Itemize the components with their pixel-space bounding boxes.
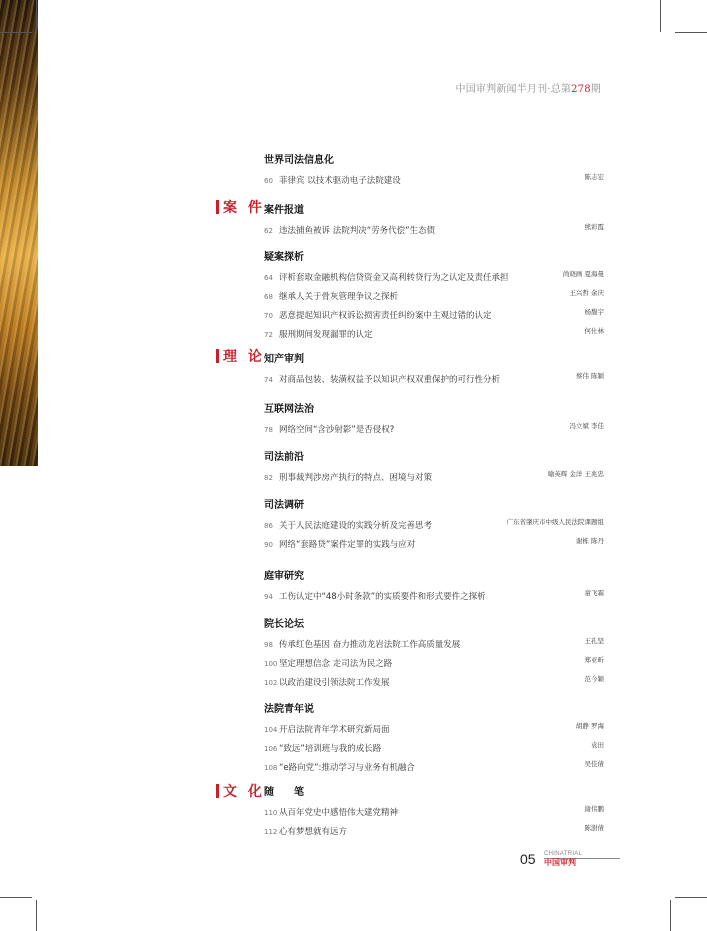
group-title: 随 笔	[264, 787, 304, 798]
crop-mark	[670, 900, 671, 931]
header-text: 中国审判新闻半月刊·总第	[455, 84, 572, 95]
crop-mark	[0, 897, 32, 898]
group-title: 法院青年说	[264, 704, 314, 715]
section-marker	[216, 784, 219, 798]
page-number: 70	[264, 312, 273, 320]
page-number: 60	[264, 177, 273, 185]
magazine-logo-cn: 中国审判	[544, 857, 576, 867]
article-title: 菲律宾 以技术驱动电子法院建设	[279, 176, 401, 186]
section-label-text: 文 化	[223, 784, 265, 800]
page-number: 110	[264, 809, 278, 817]
article-title: 开启法院青年学术研究新局面	[279, 725, 390, 735]
article-title: “致远”培训班与我的成长路	[279, 744, 382, 754]
article-author: 蔡伟 陈颖	[575, 372, 604, 380]
toc-entry[interactable]	[264, 303, 604, 322]
group-title: 知产审判	[264, 354, 304, 365]
article-title: 对商品包装、装潢权益予以知识产权双重保护的可行性分析	[279, 375, 501, 385]
section-label-text: 案 件	[223, 200, 265, 216]
toc-group	[264, 403, 604, 436]
section-label-theory	[216, 349, 265, 365]
toc-group	[264, 618, 604, 689]
section-marker	[216, 349, 219, 363]
group-title: 司法前沿	[264, 452, 304, 463]
article-title: 心有梦想就有远方	[279, 827, 348, 837]
toc-group	[264, 570, 604, 603]
crop-mark	[675, 897, 707, 898]
page-number: 108	[264, 764, 278, 772]
page-number: 94	[264, 593, 273, 601]
page-number: 98	[264, 641, 273, 649]
toc-entry[interactable]	[264, 755, 604, 774]
magazine-name-en: CHINATRIAL	[544, 851, 583, 857]
page-number: 102	[264, 679, 278, 687]
toc-group	[264, 451, 604, 484]
article-title: 网络空间“含沙射影”是否侵权?	[279, 425, 395, 435]
crop-mark	[36, 900, 37, 931]
page-number: 100	[264, 660, 278, 668]
article-author: 童飞霜	[584, 589, 604, 597]
article-title: “e路向党”:推动学习与业务有机融合	[279, 763, 415, 773]
article-author: 广东省肇庆市中级人民法院课题组	[506, 518, 604, 526]
toc-group	[264, 353, 604, 386]
article-author: 尚晓画 夏海曼	[562, 270, 604, 278]
group-title: 案件报道	[264, 205, 304, 216]
group-title: 世界司法信息化	[264, 155, 334, 166]
toc-entry[interactable]	[264, 717, 604, 736]
article-author: 范今颖	[584, 675, 604, 683]
toc-entry[interactable]	[264, 513, 604, 532]
toc-group	[264, 154, 604, 187]
decorative-photo-strip	[0, 0, 38, 466]
section-marker	[216, 200, 219, 214]
article-title: 从百年党史中感悟伟大建党精神	[279, 808, 399, 818]
article-title: 网络“套路贷”案件定罪的实践与应对	[279, 540, 416, 550]
page-number: 74	[264, 376, 273, 384]
toc-entry[interactable]	[264, 670, 604, 689]
crop-mark	[660, 0, 661, 32]
article-author: 吴佳倩	[584, 760, 604, 768]
toc-group	[264, 499, 604, 551]
toc-group	[264, 786, 604, 838]
folio-number: 05	[520, 851, 536, 867]
section-label-text: 理 论	[223, 349, 265, 365]
article-title: 恶意提起知识产权诉讼损害责任纠纷案中主观过错的认定	[279, 311, 492, 321]
article-author: 熊彩霞	[584, 223, 604, 231]
article-author: 杨馥宇	[584, 308, 604, 316]
page-number: 78	[264, 426, 273, 434]
toc-entry[interactable]	[264, 417, 604, 436]
article-author: 胡静 罗海	[575, 722, 604, 730]
page-number: 106	[264, 745, 278, 753]
article-title: 刑事裁判涉房产执行的特点、困境与对策	[279, 473, 433, 483]
toc-entry[interactable]	[264, 218, 604, 237]
article-author: 郑亚昕	[584, 656, 604, 664]
article-author: 谢栋 陈丹	[575, 537, 604, 545]
page-footer	[520, 851, 610, 869]
article-author: 陈澍倩	[584, 824, 604, 832]
article-author: 何仕林	[584, 327, 604, 335]
section-label-culture	[216, 784, 265, 800]
article-author: 冯立斌 李佳	[569, 422, 604, 430]
toc-entry[interactable]	[264, 284, 604, 303]
page-number: 112	[264, 828, 278, 836]
group-title: 司法调研	[264, 500, 304, 511]
article-title: 坚定理想信念 走司法为民之路	[279, 659, 393, 669]
page-number: 90	[264, 541, 273, 549]
article-author: 王孔坚	[584, 637, 604, 645]
toc-entry[interactable]	[264, 800, 604, 819]
page-number: 72	[264, 331, 273, 339]
page-number: 64	[264, 274, 273, 282]
header-suffix: 期	[590, 84, 601, 95]
toc-entry[interactable]	[264, 819, 604, 838]
page-number: 86	[264, 522, 273, 530]
toc-group	[264, 703, 604, 774]
article-title: 以政治建设引领法院工作发展	[279, 678, 390, 688]
article-title: 服刑期间发现漏罪的认定	[279, 330, 373, 340]
article-author: 喻英辉 金洋 王兆忠	[547, 470, 604, 478]
article-author: 袁田	[591, 741, 604, 749]
toc-entry[interactable]	[264, 265, 604, 284]
article-title: 继承人关于骨灰管理争议之探析	[279, 292, 399, 302]
article-title: 评析套取金融机构信贷资金又高利转贷行为之认定及责任承担	[279, 273, 509, 283]
article-title: 工伤认定中“48小时条款”的实质要件和形式要件之探析	[279, 592, 486, 602]
page-number: 104	[264, 726, 278, 734]
toc-entry[interactable]	[264, 367, 604, 386]
toc-group	[264, 251, 604, 341]
group-title: 庭审研究	[264, 571, 304, 582]
group-title: 互联网法治	[264, 404, 314, 415]
crop-mark	[0, 32, 32, 33]
toc-entry[interactable]	[264, 532, 604, 551]
toc-entry[interactable]	[264, 322, 604, 341]
section-label-case	[216, 200, 265, 216]
toc-entry[interactable]	[264, 465, 604, 484]
page-number: 68	[264, 293, 273, 301]
group-title: 疑案探析	[264, 252, 304, 263]
article-author: 陈志宏	[584, 173, 604, 181]
article-title: 违法捕鱼被诉 法院判决“劳务代偿”生态债	[279, 226, 436, 236]
article-title: 传承红色基因 奋力推动龙岩法院工作高质量发展	[279, 640, 461, 650]
toc-entry[interactable]	[264, 632, 604, 651]
toc-entry[interactable]	[264, 168, 604, 187]
article-author: 王兴哲 余庆	[569, 289, 604, 297]
running-header	[456, 80, 601, 95]
toc-entry[interactable]	[264, 584, 604, 603]
page-number: 62	[264, 227, 273, 235]
article-author: 谢伟鹏	[584, 805, 604, 813]
toc-entry[interactable]	[264, 651, 604, 670]
page-number: 82	[264, 474, 273, 482]
group-title: 院长论坛	[264, 619, 304, 630]
article-title: 关于人民法庭建设的实践分析及完善思考	[279, 521, 433, 531]
toc-group	[264, 204, 604, 237]
crop-mark	[675, 32, 707, 33]
toc-entry[interactable]	[264, 736, 604, 755]
crop-mark	[36, 0, 37, 32]
issue-number: 278	[571, 84, 591, 95]
